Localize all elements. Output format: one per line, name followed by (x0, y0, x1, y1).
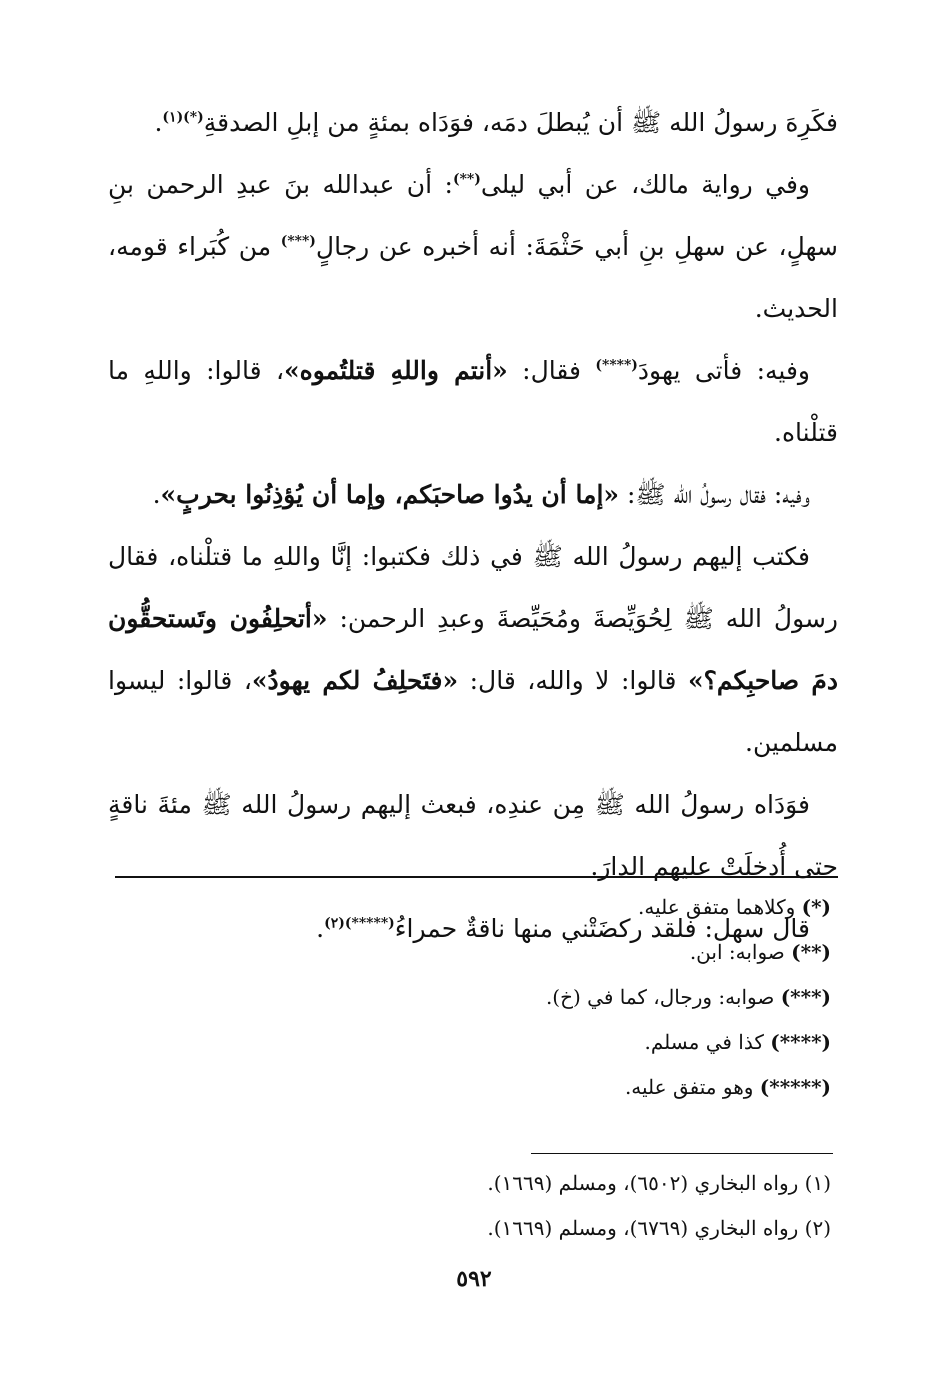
text-segment: . (152, 480, 161, 509)
paragraph (108, 92, 838, 154)
text-segment: من كُبَراء قومه، الحديث. (108, 232, 838, 323)
hadith-quote: «أتحلِفُون وتَستحقُّون دمَ صاحبِكم؟» (108, 604, 839, 695)
hadith-quote: «أنتم واللهِ قتلتُموه» (284, 356, 508, 385)
note-marker: (*) (801, 895, 831, 919)
reference-note (121, 1161, 831, 1206)
reference-note (121, 1206, 831, 1251)
footnote-marker: (*)(١) (162, 109, 204, 126)
hadith-quote: «إما أن يدُوا صاحبَكم، وإما أن يُؤذِنُوا بحربٍ» (160, 480, 620, 509)
editor-note (121, 885, 831, 930)
reference-separator (531, 1153, 833, 1154)
footnote-marker: (***) (280, 233, 316, 250)
reference-text: رواه البخاري (٦٧٦٩)، ومسلم (١٦٦٩). (487, 1216, 799, 1240)
text-segment: ، قالوا: ليسوا مسلمين. (108, 666, 838, 757)
paragraph (108, 340, 838, 464)
text-segment: . (316, 914, 325, 943)
note-text: صوابه: ورجال، كما في (خ). (545, 985, 775, 1009)
note-marker: (*****) (759, 1075, 831, 1099)
reference-marker: (١) (804, 1171, 831, 1195)
note-text: وكلاهما متفق عليه. (638, 895, 796, 919)
text-segment: وفيه: فأتى يهودَ (637, 356, 810, 385)
footnote-marker: (**) (452, 171, 481, 188)
text-segment: ، قالوا: واللهِ ما قتلْناه. (108, 356, 838, 447)
reference-text: رواه البخاري (٦٥٠٢)، ومسلم (١٦٦٩). (487, 1171, 799, 1195)
editor-notes (121, 885, 831, 1110)
text-segment: قال سهل: فلقد ركضَتْني منها ناقةٌ حمراءُ (394, 914, 810, 943)
text-segment: فكتب إليهم رسولُ الله ﷺ في ذلك فكتبوا: إنَّا واللهِ ما قتلْناه، فقال رسولُ الله ﷺ لِحُوَيِّصةَ ومُحَيِّصةَ وعبدِ الرحمن: (108, 542, 838, 633)
paragraph (108, 154, 838, 340)
text-segment: . (154, 108, 163, 137)
note-marker: (***) (780, 985, 831, 1009)
text-segment: فقال: (507, 356, 596, 385)
footnote-separator (115, 876, 838, 878)
paragraph (108, 526, 838, 774)
text-segment: فوَدَاه رسولُ الله ﷺ مِن عندِه، فبعث إليهم رسولُ الله ﷺ مئةَ ناقةٍ حتى أُدخلَتْ عليهم الدارَ. (108, 790, 838, 881)
reference-notes (121, 1161, 831, 1251)
editor-note (121, 1020, 831, 1065)
paragraph (108, 774, 838, 898)
text-segment: فكَرِهَ رسولُ الله ﷺ أن يُبطلَ دمَه، فوَدَاه بمئةٍ من إبلِ الصدقةِ (203, 108, 838, 137)
note-text: صوابه: ابن. (689, 940, 785, 964)
editor-note (121, 1065, 831, 1110)
text-segment: وفي رواية مالك، عن أبي ليلى (480, 170, 810, 199)
footnote-marker: (****) (595, 357, 638, 374)
text-segment: : أن عبدالله بنَ عبدِ الرحمن بنِ سهلٍ، عن سهلِ بنِ أبي حَثْمَةَ: أنه أخبره عن رجالٍ (108, 170, 838, 261)
footnote-marker: (*****)(٢) (324, 915, 395, 932)
note-marker: (****) (770, 1030, 831, 1054)
editor-note (121, 930, 831, 975)
paragraph (108, 464, 838, 526)
text-segment: وفيه: فقال رسولُ الله ﷺ: (619, 480, 810, 509)
note-marker: (**) (791, 940, 831, 964)
text-segment: قالوا: لا والله، قال: (458, 666, 688, 695)
note-text: كذا في مسلم. (644, 1030, 764, 1054)
page-number: ٥٩٢ (456, 1266, 492, 1292)
note-text: وهو متفق عليه. (624, 1075, 754, 1099)
main-text (108, 92, 838, 960)
reference-marker: (٢) (804, 1216, 831, 1240)
editor-note (121, 975, 831, 1020)
hadith-quote: «فتَحلِفُ لكم يهودُ» (251, 666, 459, 695)
